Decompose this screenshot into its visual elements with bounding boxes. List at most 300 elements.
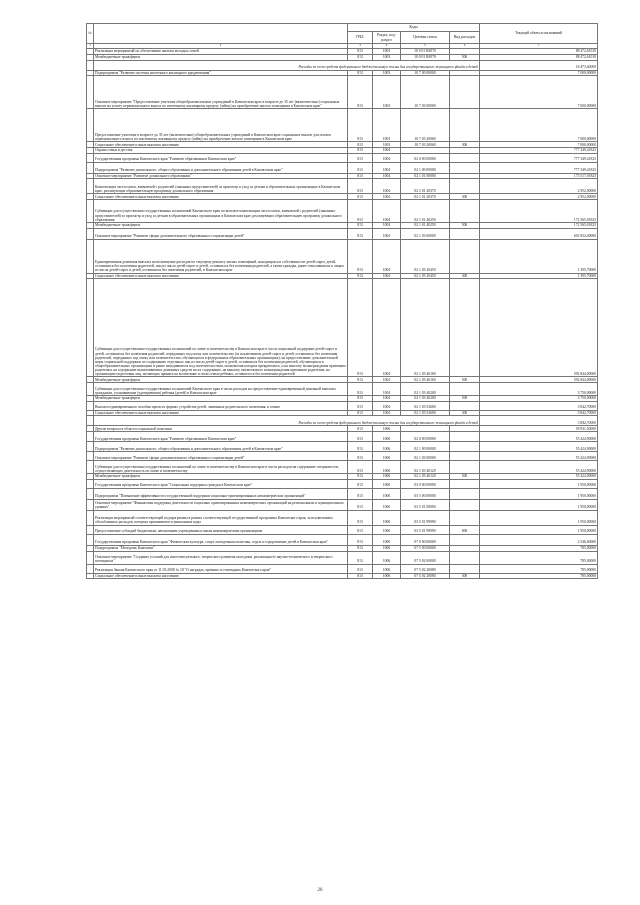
cell-vid: 500 <box>450 54 480 60</box>
cell-razdel: 1004 <box>373 228 401 239</box>
cell-vid <box>450 432 480 442</box>
table-row <box>87 452 598 461</box>
cell-grbs: 813 <box>348 442 373 452</box>
cell-name: Предоставление субсидий бюджетным, автономным учреждениям и иным некоммерческим организациям <box>94 525 348 534</box>
cell-num <box>87 499 94 510</box>
cell-amount: 55 424,90000 <box>480 452 598 461</box>
cell-celevaya: 02 1 03 00000 <box>401 452 450 461</box>
cell-num <box>87 461 94 474</box>
cell-razdel: 1004 <box>373 279 401 377</box>
cell-razdel: 1006 <box>373 499 401 510</box>
cell-grbs: 813 <box>348 488 373 499</box>
cell-amount: 1 950,00000 <box>480 488 598 499</box>
cell-celevaya: 07 0 00 00000 <box>401 534 450 545</box>
table-row <box>87 179 598 194</box>
cell-name: Подпрограмма "Развитие дошкольного, общего образования и дополнительного образования детей в Камчатском крае" <box>94 162 348 173</box>
cell-amount: 3 750,00000 <box>480 383 598 396</box>
cell-name: Межбюджетные трансферты <box>94 223 348 229</box>
cell-vid <box>450 383 480 396</box>
table-row <box>87 525 598 534</box>
cell-amount: 55 424,90000 <box>480 432 598 442</box>
index-cell: 4 <box>373 44 401 49</box>
cell-amount: 7 000,00000 <box>480 142 598 148</box>
cell-grbs: 813 <box>348 194 373 200</box>
cell-celevaya: 10 7 00 00000 <box>401 70 450 76</box>
cell-num <box>87 162 94 173</box>
cell-celevaya: 02 1 00 00000 <box>401 162 450 173</box>
cell-name: Охрана семьи и детства <box>94 147 348 153</box>
cell-razdel: 1006 <box>373 573 401 579</box>
index-cell: 2 <box>94 44 348 49</box>
cell-name: Предоставление учителям в возрасте до 35 лет (включительно) общеобразовательных учреждений в Камчатском крае социальных выплат для оплаты первоначального взноса по ипотечному жилищному кредиту (займу) на приобретение жилого помещения в Камчатском крае <box>94 109 348 142</box>
cell-note: Расходы за счет средств федерального бюджета выкуп жилья для государственного жилищного фонда и детей <box>94 60 480 70</box>
cell-vid <box>450 442 480 452</box>
cell-amount: 1 950,00000 <box>480 525 598 534</box>
cell-grbs: 813 <box>348 279 373 377</box>
cell-grbs: 813 <box>348 474 373 480</box>
cell-grbs: 813 <box>348 573 373 579</box>
cell-name: Реализация мероприятий по обеспечению жильем молодых семей <box>94 49 348 55</box>
cell-name: Подпрограмма "Развитие дошкольного, общего образования и дополнительного образования детей в Камчатском крае" <box>94 442 348 452</box>
cell-amount: 2 952,00000 <box>480 194 598 200</box>
cell-amount: 1 395,70000 <box>480 273 598 279</box>
cell-name: Социальное обеспечение и иные выплаты населению <box>94 142 348 148</box>
cell-name: Подпрограмма "Развитие системы ипотечного жилищного кредитования" <box>94 70 348 76</box>
cell-num <box>87 200 94 223</box>
table-row <box>87 510 598 525</box>
cell-grbs: 813 <box>348 49 373 55</box>
cell-razdel: 1003 <box>373 109 401 142</box>
index-cell: 1 <box>87 44 94 49</box>
cell-celevaya: 02 0 00 00000 <box>401 153 450 162</box>
cell-name: Подпрограмма "Молодежь Камчатки" <box>94 545 348 551</box>
cell-razdel: 1004 <box>373 147 401 153</box>
cell-vid <box>450 534 480 545</box>
cell-razdel: 1004 <box>373 200 401 223</box>
cell-razdel: 1006 <box>373 452 401 461</box>
cell-amount: 7 000,00000 <box>480 76 598 109</box>
cell-name: Основное мероприятие "Развитие сферы дополнительного образования и социализации детей" <box>94 452 348 461</box>
table-row <box>87 401 598 410</box>
cell-num <box>87 564 94 573</box>
cell-vid <box>450 452 480 461</box>
cell-grbs: 813 <box>348 510 373 525</box>
cell-razdel: 1004 <box>373 179 401 194</box>
cell-razdel: 1006 <box>373 426 401 432</box>
cell-amount: 785,00000 <box>480 564 598 573</box>
cell-num <box>87 109 94 142</box>
cell-grbs: 813 <box>348 54 373 60</box>
cell-razdel: 1006 <box>373 564 401 573</box>
cell-celevaya: 02 0 00 00000 <box>401 432 450 442</box>
cell-celevaya: 02 1 01 40250 <box>401 200 450 223</box>
cell-razdel: 1004 <box>373 162 401 173</box>
cell-amount: 592 844,00000 <box>480 377 598 383</box>
cell-celevaya: 02 1 01 20370 <box>401 179 450 194</box>
cell-vid <box>450 109 480 142</box>
cell-celevaya: 07 5 00 00000 <box>401 545 450 551</box>
cell-grbs: 813 <box>348 147 373 153</box>
cell-grbs: 813 <box>348 401 373 410</box>
header-codes-group: Коды <box>348 24 480 32</box>
cell-amount: 55 424,90000 <box>480 442 598 452</box>
cell-celevaya: 02 1 01 40250 <box>401 223 450 229</box>
cell-grbs: 813 <box>348 377 373 383</box>
cell-amount: 2 546,60000 <box>480 534 598 545</box>
cell-celevaya: 03 0 00 00000 <box>401 479 450 488</box>
cell-grbs: 813 <box>348 153 373 162</box>
cell-celevaya: 03 5 00 00000 <box>401 488 450 499</box>
cell-vid <box>450 279 480 377</box>
cell-celevaya: 02 1 01 20370 <box>401 194 450 200</box>
cell-grbs: 813 <box>348 551 373 564</box>
cell-razdel: 1003 <box>373 142 401 148</box>
cell-grbs: 813 <box>348 109 373 142</box>
cell-name: Основное мероприятие "Предоставление учителям общеобразовательных учреждений в Камчатском крае в возрасте до 35 лет (включительно) социальных выплат на уплату первоначального взноса по ипотечному жилищному кредиту (займу) на приобретение жилого помещения в Камчатском крае" <box>94 76 348 109</box>
cell-vid <box>450 76 480 109</box>
cell-vid: 300 <box>450 194 480 200</box>
cell-razdel: 1006 <box>373 432 401 442</box>
cell-grbs: 813 <box>348 525 373 534</box>
cell-grbs: 813 <box>348 545 373 551</box>
table-row <box>87 479 598 488</box>
cell-num <box>87 228 94 239</box>
cell-celevaya: 03 5 01 99990 <box>401 525 450 534</box>
cell-razdel: 1006 <box>373 551 401 564</box>
cell-grbs: 813 <box>348 200 373 223</box>
cell-num <box>87 452 94 461</box>
cell-razdel: 1004 <box>373 223 401 229</box>
cell-grbs: 813 <box>348 396 373 402</box>
cell-num <box>87 383 94 396</box>
cell-razdel: 1004 <box>373 194 401 200</box>
cell-razdel: 1006 <box>373 488 401 499</box>
cell-celevaya: 02 1 03 40200 <box>401 383 450 396</box>
cell-grbs: 813 <box>348 499 373 510</box>
cell-razdel: 1006 <box>373 534 401 545</box>
table-row <box>87 432 598 442</box>
cell-vid: 600 <box>450 525 480 534</box>
table-row <box>87 573 598 579</box>
cell-razdel: 1004 <box>373 273 401 279</box>
cell-razdel: 1006 <box>373 510 401 525</box>
cell-name: Межбюджетные трансферты <box>94 396 348 402</box>
cell-razdel: 1004 <box>373 377 401 383</box>
cell-razdel: 1006 <box>373 545 401 551</box>
cell-grbs: 813 <box>348 76 373 109</box>
cell-vid: 500 <box>450 474 480 480</box>
cell-grbs: 813 <box>348 223 373 229</box>
cell-grbs: 813 <box>348 162 373 173</box>
cell-vid: 300 <box>450 410 480 416</box>
cell-amount: 777 349,41823 <box>480 153 598 162</box>
budget-table <box>86 23 598 579</box>
cell-num <box>87 479 94 488</box>
table-row <box>87 228 598 239</box>
cell-grbs: 813 <box>348 410 373 416</box>
cell-vid: 500 <box>450 377 480 383</box>
header-num: № <box>87 24 94 44</box>
cell-amount: 3 750,00000 <box>480 396 598 402</box>
cell-vid <box>450 228 480 239</box>
cell-vid <box>450 200 480 223</box>
cell-celevaya: 02 1 03 40120 <box>401 461 450 474</box>
cell-vid <box>450 564 480 573</box>
cell-name: Субвенции для осуществления государственных полномочий по опеке и попечительству в Камчатском крае в части социальной поддержки детей-сирот и детей, оставшихся без попечения родителей, переданных под опеку или попечительство (за исключением детей-сирот и детей, оставшихся без попечения родителей, переданных под опеку или попечительство, обучающихся в федеральных образовательных организациях), на предоставление дополнительной меры социальной поддержки по содержанию отдельных лиц из числа детей-сирот и детей, оставшихся без попечения родителей, обучающихся в общеобразовательных организациях и ранее находившихся под попечительством, полномочия которых прекратились, и на выплату вознаграждения приемным родителям, на содержание выплачиваемых денежных средств на их содержание, на выплату ежемесячного вознаграждения приемным родителям, на организацию подготовки лиц, желающих принять на воспитание в свою семью ребенка, оставшегося без попечения родителей <box>94 279 348 377</box>
cell-razdel: 1004 <box>373 396 401 402</box>
cell-celevaya: 10 7 03 20060 <box>401 109 450 142</box>
header-grbs: ГРБС <box>348 32 373 44</box>
cell-celevaya: 02 1 03 40160 <box>401 377 450 383</box>
cell-amount: 3 842,70000 <box>480 401 598 410</box>
cell-vid: 300 <box>450 142 480 148</box>
cell-amount: 88 472,61010 <box>480 49 598 55</box>
cell-vid <box>450 153 480 162</box>
cell-name: Подпрограмма "Повышение эффективности государственной поддержки социально-ориентированных некоммерческих организаций" <box>94 488 348 499</box>
cell-amount: 785,00000 <box>480 573 598 579</box>
cell-celevaya: 03 5 01 00000 <box>401 499 450 510</box>
cell-celevaya: 02 1 03 40120 <box>401 474 450 480</box>
cell-celevaya: 03 5 01 99990 <box>401 510 450 525</box>
cell-grbs: 813 <box>348 432 373 442</box>
cell-name: Основное мероприятие "Развитие сферы дополнительного образования и социализации детей" <box>94 228 348 239</box>
cell-razdel: 1006 <box>373 461 401 474</box>
page-number: 26 <box>317 888 323 893</box>
cell-razdel: 1004 <box>373 173 401 179</box>
cell-name: Государственная программа Камчатского края "Социальная поддержка граждан в Камчатском крае" <box>94 479 348 488</box>
table-note-row <box>87 60 598 70</box>
cell-name: Другие вопросы в области социальной политики <box>94 426 348 432</box>
cell-amount: 1 395,70000 <box>480 239 598 273</box>
table-row <box>87 200 598 223</box>
cell-vid: 300 <box>450 573 480 579</box>
table-row <box>87 279 598 377</box>
table-row <box>87 499 598 510</box>
cell-num <box>87 442 94 452</box>
cell-amount: 7 000,00000 <box>480 109 598 142</box>
cell-celevaya: 02 1 03 20450 <box>401 239 450 273</box>
cell-razdel: 1004 <box>373 153 401 162</box>
cell-name: Компенсация части платы, взимаемой с родителей (законных представителей) за присмотр и уход за детьми в образовательных организациях в Камчатском крае, реализующих образовательную программу дошкольного образования <box>94 179 348 194</box>
cell-razdel: 1004 <box>373 239 401 273</box>
index-cell: 7 <box>480 44 598 49</box>
cell-vid <box>450 510 480 525</box>
cell-celevaya: 02 1 03 40160 <box>401 279 450 377</box>
cell-vid: 500 <box>450 223 480 229</box>
cell-num <box>87 525 94 534</box>
table-row <box>87 76 598 109</box>
cell-name: Субвенции для осуществления государственных полномочий по опеке и попечительству в Камчатском крае в части расходов на содержание специалистов, осуществляющих деятельность по опеке и попечительству <box>94 461 348 474</box>
cell-amount: 1 950,00000 <box>480 479 598 488</box>
cell-name: Межбюджетные трансферты <box>94 474 348 480</box>
cell-vid <box>450 551 480 564</box>
table-row <box>87 442 598 452</box>
cell-celevaya: 02 1 01 00000 <box>401 173 450 179</box>
table-row <box>87 153 598 162</box>
header-name <box>94 24 348 44</box>
cell-num <box>87 573 94 579</box>
cell-grbs: 813 <box>348 70 373 76</box>
cell-celevaya: 07 5 02 00000 <box>401 551 450 564</box>
cell-amount: 172 565,01823 <box>480 200 598 223</box>
cell-celevaya: 02 1 03 52600 <box>401 401 450 410</box>
cell-amount: 1 950,00000 <box>480 499 598 510</box>
cell-vid <box>450 162 480 173</box>
cell-razdel: 1006 <box>373 442 401 452</box>
cell-amount: 785,00000 <box>480 545 598 551</box>
cell-celevaya: 02 1 03 20450 <box>401 273 450 279</box>
cell-vid <box>450 239 480 273</box>
cell-name: Субвенции для осуществления государственных полномочий Камчатского края в части расходов на предоставление единовременной денежной выплаты гражданам, усыновившим (удочерившим) ребенка (детей) в Камчатском крае <box>94 383 348 396</box>
cell-name: Межбюджетные трансферты <box>94 54 348 60</box>
cell-amount: 55 424,90000 <box>480 461 598 474</box>
table-row <box>87 551 598 564</box>
cell-celevaya: 07 5 02 20080 <box>401 573 450 579</box>
cell-razdel: 1003 <box>373 76 401 109</box>
table-row <box>87 488 598 499</box>
header-row-top <box>87 24 598 32</box>
cell-vid: 300 <box>450 273 480 279</box>
cell-grbs: 813 <box>348 534 373 545</box>
cell-amount: 1 950,00000 <box>480 510 598 525</box>
table-row <box>87 534 598 545</box>
cell-note: Расходы за счет средств федерального бюджета выкуп жилья для государственного жилищного фонда и детей <box>94 416 480 426</box>
cell-amount: 175 517,01823 <box>480 173 598 179</box>
cell-grbs: 813 <box>348 173 373 179</box>
cell-grbs: 813 <box>348 564 373 573</box>
header-celevaya: Целевая статья <box>401 32 450 44</box>
cell-num <box>87 279 94 377</box>
header-razdel: Раздел, под-раздел <box>373 32 401 44</box>
cell-grbs: 813 <box>348 228 373 239</box>
cell-razdel: 1004 <box>373 383 401 396</box>
cell-vid: 500 <box>450 396 480 402</box>
cell-celevaya: 02 1 03 52600 <box>401 410 450 416</box>
cell-amount: 592 844,00000 <box>480 279 598 377</box>
cell-num <box>87 401 94 410</box>
cell-celevaya: 02 1 03 00000 <box>401 228 450 239</box>
cell-amount: 777 349,41823 <box>480 162 598 173</box>
cell-num <box>87 534 94 545</box>
table-row <box>87 461 598 474</box>
cell-num <box>87 239 94 273</box>
cell-celevaya: 02 1 03 40200 <box>401 396 450 402</box>
cell-amount: 2 952,00000 <box>480 179 598 194</box>
cell-razdel: 1004 <box>373 410 401 416</box>
cell-amount: 3 842,70000 <box>480 416 598 426</box>
table-note-row <box>87 416 598 426</box>
cell-num <box>87 179 94 194</box>
cell-amount: 777 349,41823 <box>480 147 598 153</box>
cell-name: Выплата единовременного пособия при всех формах устройства детей, лишенных родительского попечения, в семью <box>94 401 348 410</box>
cell-celevaya: 10 7 03 20060 <box>401 142 450 148</box>
cell-amount: 172 565,01823 <box>480 223 598 229</box>
table-row <box>87 239 598 273</box>
cell-amount: 55 424,90000 <box>480 474 598 480</box>
table-row <box>87 383 598 396</box>
cell-grbs: 813 <box>348 383 373 396</box>
cell-num <box>87 76 94 109</box>
cell-grbs: 813 <box>348 273 373 279</box>
cell-razdel: 1006 <box>373 525 401 534</box>
cell-amount: 601 832,40000 <box>480 228 598 239</box>
cell-name: Государственная программа Камчатского края "Физическая культура, спорт, молодежная политика, отдых и оздоровление детей в Камчатском крае" <box>94 534 348 545</box>
cell-num <box>87 510 94 525</box>
cell-celevaya: 07 5 02 20080 <box>401 564 450 573</box>
cell-name: Основное мероприятие "Создание условий для интеллектуального, творческого развития молодежи, реализация ее научно-технического и творческого потенциала" <box>94 551 348 564</box>
header-total: Текущий объем ассигнований <box>480 24 598 44</box>
table-row <box>87 109 598 142</box>
cell-vid <box>450 499 480 510</box>
cell-name: Государственная программа Камчатского края "Развитие образования в Камчатском крае" <box>94 432 348 442</box>
cell-name: Основное мероприятие "Развитие дошкольного образования" <box>94 173 348 179</box>
cell-amount: 59 931,50000 <box>480 426 598 432</box>
index-cell: 5 <box>401 44 450 49</box>
cell-razdel: 1004 <box>373 401 401 410</box>
cell-vid <box>450 461 480 474</box>
cell-name: Социальное обеспечение и иные выплаты населению <box>94 573 348 579</box>
cell-amount: 7 000,00000 <box>480 70 598 76</box>
cell-vid <box>450 479 480 488</box>
cell-name: Реализация мероприятий соответствующей подпрограммы в рамках соответствующей государственной программы Камчатского края, за исключением обособленных расходов, которым присваиваются уникальные коды <box>94 510 348 525</box>
cell-grbs: 813 <box>348 239 373 273</box>
cell-celevaya: 10 0 01 R4970 <box>401 49 450 55</box>
cell-razdel: 1003 <box>373 70 401 76</box>
cell-num <box>87 60 94 70</box>
header-vid: Вид расходов <box>450 32 480 44</box>
cell-name: Государственная программа Камчатского края "Развитие образования в Камчатском крае" <box>94 153 348 162</box>
cell-name: Социальное обеспечение и иные выплаты населению <box>94 273 348 279</box>
cell-razdel: 1003 <box>373 49 401 55</box>
table-row <box>87 162 598 173</box>
cell-grbs: 813 <box>348 179 373 194</box>
cell-name: Социальное обеспечение и иные выплаты населению <box>94 410 348 416</box>
cell-celevaya: 02 1 00 00000 <box>401 442 450 452</box>
cell-name: Основное мероприятие "Финансовая поддержка деятельности социально ориентированных некоммерческих организаций на региональном и муниципальном уровнях" <box>94 499 348 510</box>
cell-grbs: 813 <box>348 142 373 148</box>
cell-amount: 16 473,60000 <box>480 60 598 70</box>
cell-num <box>87 488 94 499</box>
cell-grbs: 813 <box>348 426 373 432</box>
cell-vid <box>450 488 480 499</box>
cell-num <box>87 416 94 426</box>
cell-grbs: 813 <box>348 461 373 474</box>
cell-celevaya: 10 7 03 00000 <box>401 76 450 109</box>
cell-name: Реализация Закона Камчатского края от 11.03.2008 № 18 "О наградах, премиях и стипендиях Камчатского края" <box>94 564 348 573</box>
index-cell: 6 <box>450 44 480 49</box>
cell-name: Социальное обеспечение и иные выплаты населению <box>94 194 348 200</box>
cell-num <box>87 153 94 162</box>
cell-amount: 3 842,70000 <box>480 410 598 416</box>
cell-name: Субвенции для осуществления государственных полномочий Камчатского края по выплате компенсации части платы, взимаемой с родителей (законных представителей) за присмотр и уход за детьми в образовательных организациях в Камчатском крае, реализующих образовательную программу дошкольного образования <box>94 200 348 223</box>
cell-grbs: 813 <box>348 452 373 461</box>
cell-amount: 785,00000 <box>480 551 598 564</box>
cell-num <box>87 432 94 442</box>
cell-razdel: 1006 <box>373 474 401 480</box>
table-row <box>87 564 598 573</box>
cell-vid <box>450 179 480 194</box>
cell-celevaya: 10 0 01 R4970 <box>401 54 450 60</box>
cell-vid <box>450 401 480 410</box>
cell-razdel: 1006 <box>373 479 401 488</box>
cell-name: Межбюджетные трансферты <box>94 377 348 383</box>
cell-grbs: 813 <box>348 479 373 488</box>
cell-amount: 88 472,61010 <box>480 54 598 60</box>
cell-name: Единовременная денежная выплата на возмещение расходов по текущему ремонту жилых помещений, находящихся в собственности детей-сирот, детей, оставшихся без попечения родителей, лиц из числа детей-сирот и детей, оставшихся без попечения родителей, а также граждан, ранее относившихся к лицам из числа детей-сирот и детей, оставшихся без попечения родителей, в Камчатском крае <box>94 239 348 273</box>
index-cell: 3 <box>348 44 373 49</box>
cell-razdel: 1003 <box>373 54 401 60</box>
cell-num <box>87 551 94 564</box>
